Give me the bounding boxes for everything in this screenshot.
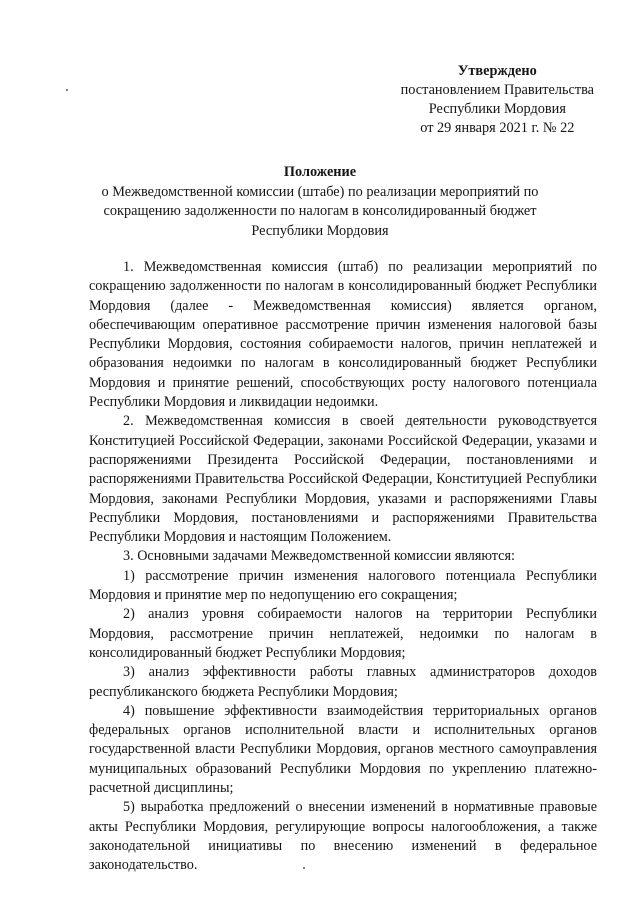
paragraph: 1) рассмотрение причин изменения налогового потенциала Республики Мордовия и принятие мер по недопущению его сокращения; (89, 567, 597, 604)
scan-speck (66, 89, 68, 91)
approval-line: Республики Мордовия (428, 101, 566, 117)
paragraph: 1. Межведомственная комиссия (штаб) по реализации мероприятий по сокращению задолженности по налогам в консолидированный бюджет Республики Мордовия (далее - Межведомственная комиссия) является органом, обеспечивающим оперативное рассмотрение причин изменения налоговой базы Республики Мордовия, состояния собираемости налогов, причин неплатежей и образования недоимки по налогам в консолидированный бюджет Республики Мордовия и принятие решений, способствующих росту налогового потенциала Республики Мордовия и ликвидации недоимки. (89, 259, 597, 411)
title-line: о Межведомственной комиссии (штабе) по реализации мероприятий по (101, 183, 539, 200)
paragraph: 2) анализ уровня собираемости налогов на территории Республики Мордовия, рассмотрение причин неплатежей, недоимки по налогам в консолидированный бюджет Республики Мордовия; (89, 606, 597, 661)
approval-line: от 29 января 2021 г. № 22 (420, 120, 575, 136)
paragraph: 4) повышение эффективности взаимодействия территориальных органов федеральных органов исполнительной власти и исполнительных органов государственной власти Республики Мордовия, органов местного самоуправления муниципальных образований Республики Мордовия по укреплению платежно-расчетной дисциплины; (89, 702, 597, 797)
title-line: сокращению задолженности по налогам в консолидированный бюджет (103, 203, 537, 219)
title-line: Республики Мордовия (251, 222, 389, 239)
paragraph: 5) выработка предложений о внесении изменений в нормативные правовые акты Республики Мордовия, регулирующие вопросы налогообложения, а также законодательной инициативы по внесению изменений в федеральное законодательство. (89, 799, 597, 874)
approval-heading: Утверждено (457, 63, 537, 79)
paragraph: 3. Основными задачами Межведомственной комиссии являются: (123, 548, 515, 565)
paragraph: 2. Межведомственная комиссия в своей деятельности руководствуется Конституцией Российской Федерации, законами Российской Федерации, указами и распоряжениями Президента Российской Федерации, постановлениями и распоряжениями Правительства Российской Федерации, Конституцией Республики Мордовия, законами Республики Мордовия, указами и распоряжениями Главы Республики Мордовия, постановлениями и распоряжениями Правительства Республики Мордовия и настоящим Положением. (89, 413, 597, 546)
approval-line: постановлением Правительства (400, 82, 594, 98)
document-title (60, 163, 580, 241)
title-heading: Положение (283, 164, 357, 180)
document-body (89, 258, 597, 876)
paragraph: 3) анализ эффективности работы главных администраторов доходов республиканского бюджета Республики Мордовия; (89, 664, 597, 700)
approval-stamp (401, 62, 594, 138)
